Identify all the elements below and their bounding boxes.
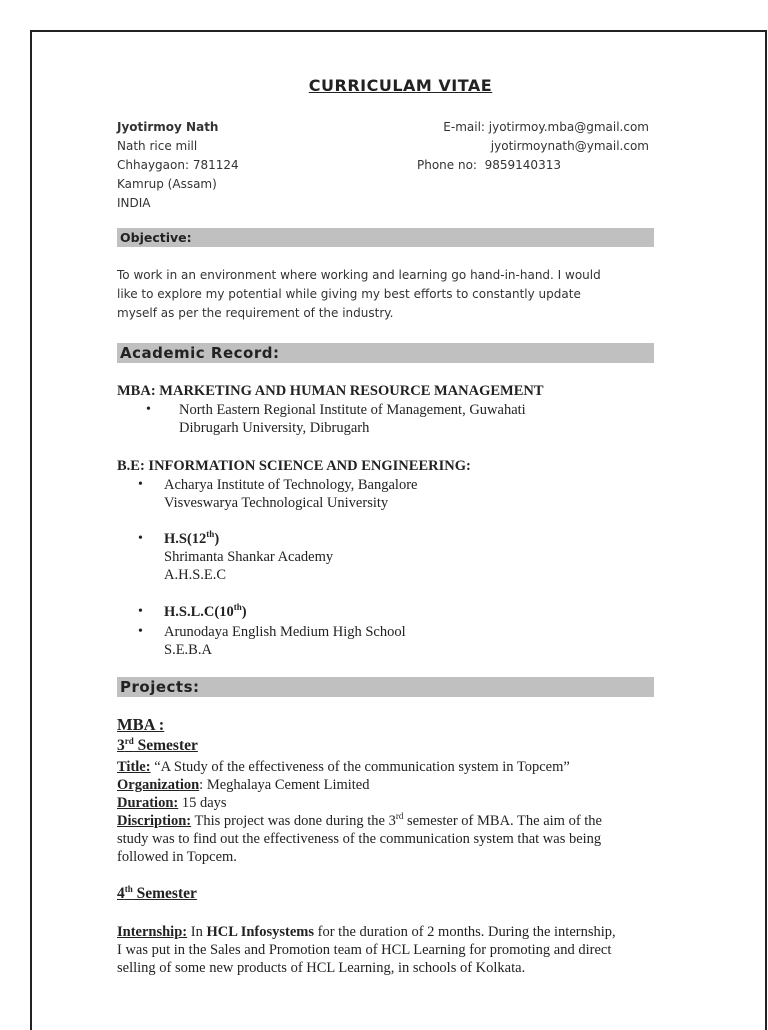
- phone-number: 9859140313: [484, 158, 561, 172]
- address-line: Nath rice mill: [117, 139, 198, 153]
- academic-heading: Academic Record:: [117, 343, 654, 363]
- institution-line: Acharya Institute of Technology, Bangalore: [164, 477, 418, 493]
- description-line: [117, 812, 657, 830]
- internship-line: I was put in the Sales and Promotion team of HCL Learning for promoting and direct: [117, 942, 612, 958]
- be-institution: [164, 476, 417, 512]
- objective-line: To work in an environment where working and learning go hand-in-hand. I would: [117, 268, 601, 282]
- duration-value: 15 days: [178, 795, 227, 811]
- organization-line: [117, 776, 657, 794]
- description-text: semester of MBA. The aim of the: [403, 813, 602, 829]
- email-primary[interactable]: jyotirmoy.mba@gmail.com: [488, 120, 649, 134]
- sem4-sup: th: [124, 883, 133, 894]
- institution-line: Visveswarya Technological University: [164, 495, 389, 511]
- hslc-heading-text: H.S.L.C(10: [164, 604, 234, 620]
- sem4-num: 4: [117, 885, 125, 902]
- internship-text: In: [187, 924, 207, 940]
- sem4-heading: [117, 885, 197, 903]
- bullet-icon: •: [138, 624, 143, 639]
- document-title: CURRICULAM VITAE: [308, 76, 493, 95]
- sem4-details: [117, 923, 657, 977]
- address-line: INDIA: [117, 196, 151, 210]
- internship-company: HCL Infosystems: [206, 924, 315, 940]
- hslc-institution: [164, 623, 406, 659]
- title-label: Title:: [117, 759, 151, 775]
- objective-text: [117, 266, 601, 323]
- contact-right: [417, 118, 649, 156]
- institution-line: S.E.B.A: [164, 642, 212, 658]
- internship-line: selling of some new products of HCL Learning, in schools of Kolkata.: [117, 960, 526, 976]
- description-line: followed in Topcem.: [117, 849, 237, 865]
- sem3-label: Semester: [133, 737, 198, 754]
- bullet-icon: •: [146, 402, 151, 417]
- hs-block: [164, 530, 333, 584]
- projects-mba-heading: MBA :: [117, 715, 165, 734]
- address-line: Kamrup (Assam): [117, 177, 217, 191]
- email-secondary[interactable]: jyotirmoynath@ymail.com: [490, 139, 649, 153]
- hs-heading: [164, 530, 333, 548]
- hs-sup: th: [206, 529, 215, 540]
- project-title-line: [117, 758, 657, 776]
- description-sup: rd: [395, 811, 404, 822]
- institution-line: Dibrugarh University, Dibrugarh: [179, 420, 370, 436]
- institution-line: North Eastern Regional Institute of Management, Guwahati: [179, 402, 526, 418]
- sem4-label: Semester: [132, 885, 197, 902]
- sem3-heading: [117, 737, 198, 755]
- phone-line: [417, 156, 561, 175]
- contact-block: [117, 118, 239, 213]
- sem3-sup: rd: [124, 735, 134, 746]
- duration-line: [117, 794, 657, 812]
- phone-label: Phone no:: [417, 158, 477, 172]
- bullet-icon: •: [138, 531, 143, 546]
- sem3-num: 3: [117, 737, 125, 754]
- email-label: E-mail:: [443, 120, 485, 134]
- description-text: This project was done during the 3: [191, 813, 396, 829]
- hslc-sup: th: [233, 602, 242, 613]
- mba-degree-heading: MBA: MARKETING AND HUMAN RESOURCE MANAGEMENT: [117, 383, 544, 399]
- internship-label: Internship:: [117, 924, 188, 940]
- institution-line: Arunodaya English Medium High School: [164, 624, 406, 640]
- organization-value: : Meghalaya Cement Limited: [199, 777, 370, 793]
- institution-line: Shrimanta Shankar Academy: [164, 549, 334, 565]
- hslc-close: ): [241, 604, 247, 620]
- institution-line: A.H.S.E.C: [164, 567, 227, 583]
- internship-text: for the duration of 2 months. During the internship,: [314, 924, 616, 940]
- objective-line: like to explore my potential while giving my best efforts to constantly update: [117, 287, 581, 301]
- duration-label: Duration:: [117, 795, 179, 811]
- bullet-icon: •: [138, 604, 143, 619]
- candidate-name: Jyotirmoy Nath: [117, 120, 219, 134]
- project-title: “A Study of the effectiveness of the communication system in Topcem”: [150, 759, 570, 775]
- description-label: Discription:: [117, 813, 192, 829]
- hs-heading-text: H.S(12: [164, 531, 207, 547]
- address-line: Chhaygaon: 781124: [117, 158, 239, 172]
- hslc-heading: [164, 603, 247, 621]
- projects-heading: Projects:: [117, 677, 654, 697]
- sem3-details: [117, 758, 657, 866]
- mba-institution: [179, 401, 526, 437]
- objective-heading: Objective:: [117, 228, 654, 247]
- hs-close: ): [214, 531, 220, 547]
- organization-label: Organization: [117, 777, 200, 793]
- bullet-icon: •: [138, 477, 143, 492]
- objective-line: myself as per the requirement of the industry.: [117, 306, 394, 320]
- internship-line: [117, 923, 657, 941]
- resume-page: [30, 30, 767, 1030]
- be-degree-heading: B.E: INFORMATION SCIENCE AND ENGINEERING:: [117, 458, 471, 474]
- description-line: study was to find out the effectiveness of the communication system that was being: [117, 831, 602, 847]
